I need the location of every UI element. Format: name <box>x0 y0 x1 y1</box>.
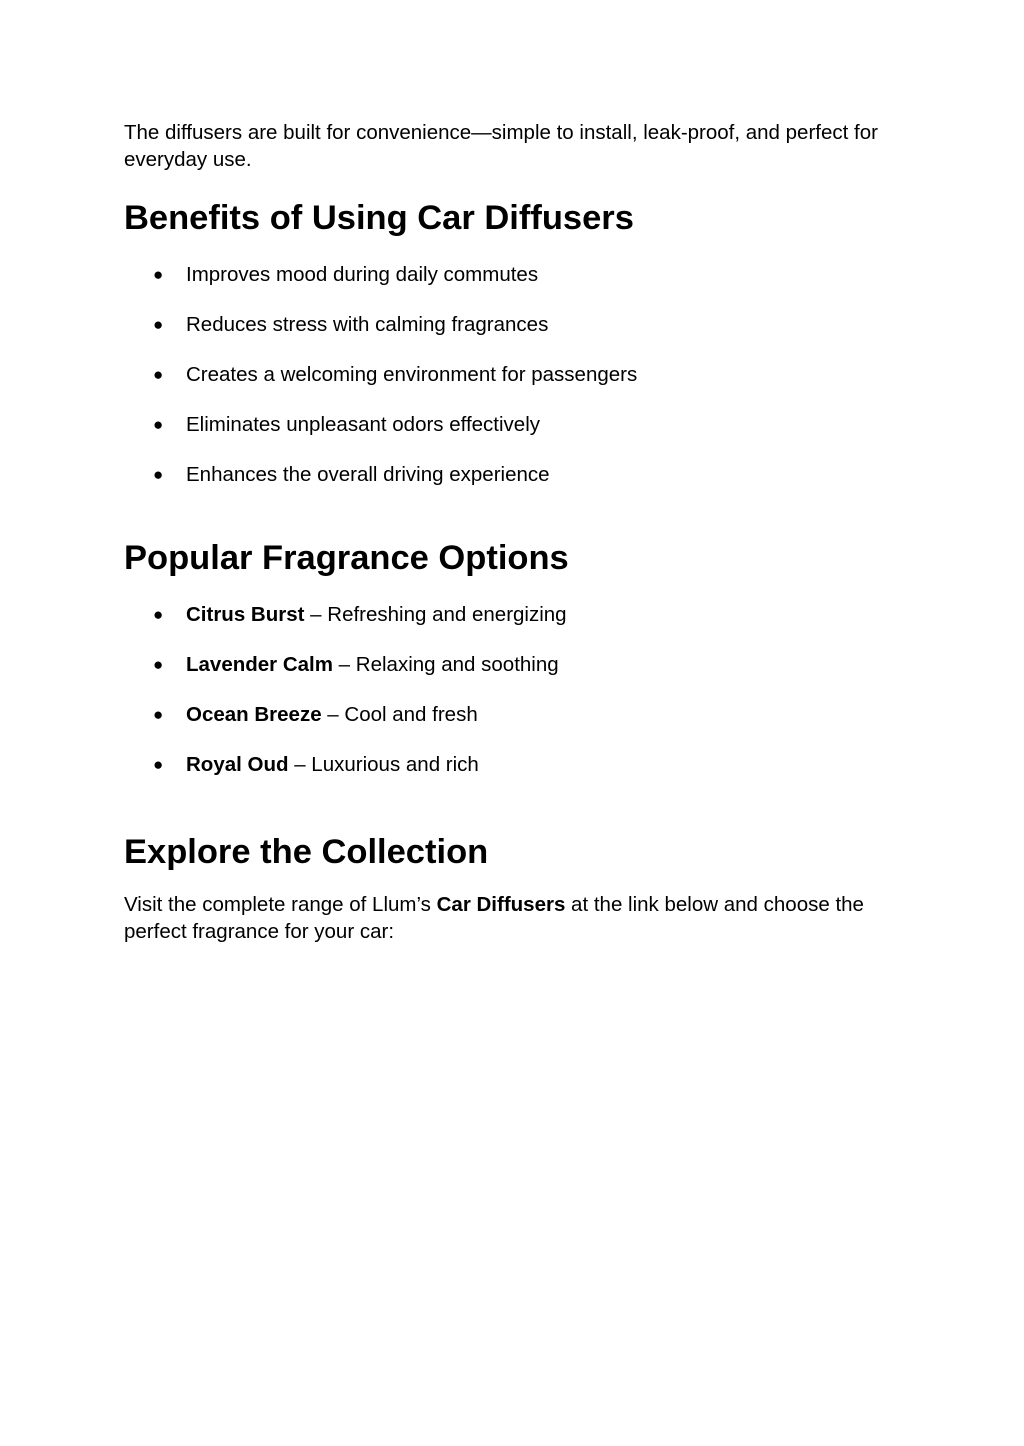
heading-fragrances: Popular Fragrance Options <box>124 539 569 577</box>
list-item-text: Improves mood during daily commutes <box>186 263 539 286</box>
list-item <box>124 701 900 728</box>
fragrance-name: Royal Oud <box>186 753 289 776</box>
bullet-icon: ● <box>153 755 164 774</box>
fragrance-desc: – Cool and fresh <box>321 703 478 726</box>
benefits-list <box>124 261 900 488</box>
list-item-text: Reduces stress with calming fragrances <box>186 313 549 336</box>
intro-paragraph: The diffusers are built for convenience—simple to install, leak-proof, and perfect for everyday use. <box>124 121 878 171</box>
bullet-icon: ● <box>153 655 164 674</box>
list-item <box>124 461 900 488</box>
list-item <box>124 411 900 438</box>
heading-explore: Explore the Collection <box>124 833 489 871</box>
bullet-icon: ● <box>153 265 164 284</box>
fragrance-desc: – Luxurious and rich <box>288 753 479 776</box>
list-item-text <box>186 703 478 726</box>
bullet-icon: ● <box>153 315 164 334</box>
fragrance-desc: – Refreshing and energizing <box>304 603 567 626</box>
list-item <box>124 311 900 338</box>
list-item <box>124 261 900 288</box>
list-item-text <box>186 653 559 676</box>
bullet-icon: ● <box>153 605 164 624</box>
list-item-text <box>186 753 479 776</box>
list-item-text: Eliminates unpleasant odors effectively <box>186 413 541 436</box>
list-item <box>124 651 900 678</box>
closing-paragraph <box>124 891 900 945</box>
list-item <box>124 751 900 778</box>
list-item-text: Enhances the overall driving experience <box>186 463 550 486</box>
list-item-text: Creates a welcoming environment for passengers <box>186 363 638 386</box>
fragrance-name: Ocean Breeze <box>186 703 322 726</box>
fragrance-desc: – Relaxing and soothing <box>332 653 559 676</box>
bullet-icon: ● <box>153 705 164 724</box>
bullet-icon: ● <box>153 415 164 434</box>
heading-benefits: Benefits of Using Car Diffusers <box>124 199 634 237</box>
bullet-icon: ● <box>153 365 164 384</box>
closing-bold: Car Diffusers <box>436 893 566 916</box>
list-item-text <box>186 603 567 626</box>
bullet-icon: ● <box>153 465 164 484</box>
list-item <box>124 601 900 628</box>
closing-pre: Visit the complete range of Llum’s <box>124 893 437 916</box>
fragrance-name: Citrus Burst <box>186 603 305 626</box>
fragrance-name: Lavender Calm <box>186 653 333 676</box>
list-item <box>124 361 900 388</box>
closing-post: at the link below and choose the perfect fragrance for your car: <box>124 893 864 943</box>
fragrances-list <box>124 601 900 778</box>
